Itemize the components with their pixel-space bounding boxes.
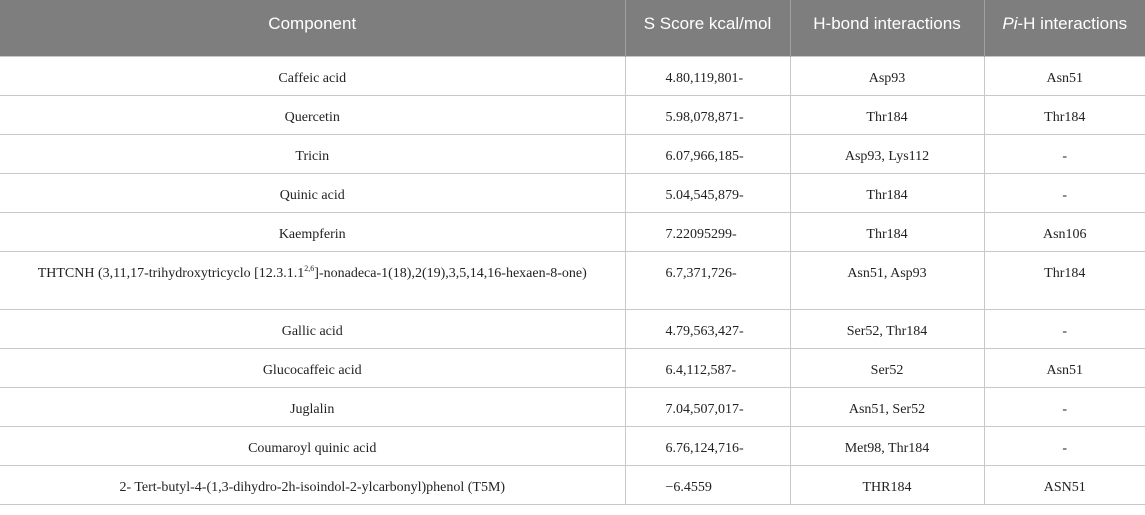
cell-component-post: ]-nonadeca-1(18),2(19),3,5,14,16-hexaen-8-one): [314, 265, 587, 281]
cell-hbond: Asn51, Ser52: [790, 387, 984, 426]
table-row: [0, 134, 1145, 173]
cell-pih: -: [984, 173, 1145, 212]
cell-hbond: Asn51, Asp93: [790, 251, 984, 309]
cell-component: Glucocaffeic acid: [0, 348, 625, 387]
cell-score: 5.04,545,879-: [625, 173, 790, 212]
cell-hbond: Ser52, Thr184: [790, 309, 984, 348]
header-hbond: H-bond interactions: [790, 0, 984, 56]
cell-component: [0, 251, 625, 309]
cell-hbond: Met98, Thr184: [790, 426, 984, 465]
cell-pih: Asn51: [984, 56, 1145, 95]
cell-pih: Asn106: [984, 212, 1145, 251]
cell-score: −6.4559: [625, 465, 790, 504]
table-row: [0, 251, 1145, 309]
cell-pih: ASN51: [984, 465, 1145, 504]
cell-score: 6.7,371,726-: [625, 251, 790, 309]
table-row: [0, 387, 1145, 426]
cell-component: Kaempferin: [0, 212, 625, 251]
cell-component: Quercetin: [0, 95, 625, 134]
cell-component: Gallic acid: [0, 309, 625, 348]
cell-hbond: Asp93, Lys112: [790, 134, 984, 173]
cell-score: 4.79,563,427-: [625, 309, 790, 348]
cell-hbond: Ser52: [790, 348, 984, 387]
cell-score: 5.98,078,871-: [625, 95, 790, 134]
cell-score: 7.04,507,017-: [625, 387, 790, 426]
cell-component-superscript: 2,6: [304, 263, 315, 273]
cell-pih: Asn51: [984, 348, 1145, 387]
cell-pih: Thr184: [984, 95, 1145, 134]
cell-score: 6.07,966,185-: [625, 134, 790, 173]
cell-hbond: THR184: [790, 465, 984, 504]
cell-component: 2- Tert-butyl-4-(1,3-dihydro-2h-isoindol-2-ylcarbonyl)phenol (T5M): [0, 465, 625, 504]
table-row: [0, 173, 1145, 212]
cell-component: Quinic acid: [0, 173, 625, 212]
table-row: [0, 348, 1145, 387]
cell-score: 7.22095299-: [625, 212, 790, 251]
cell-component-pre: THTCNH (3,11,17-trihydroxytricyclo [12.3.1.1: [37, 265, 305, 281]
cell-component: Coumaroyl quinic acid: [0, 426, 625, 465]
cell-pih: -: [984, 387, 1145, 426]
header-pih-rest: -H interactions: [1017, 14, 1128, 33]
cell-hbond: Thr184: [790, 173, 984, 212]
cell-component: Tricin: [0, 134, 625, 173]
table-row: [0, 56, 1145, 95]
cell-hbond: Thr184: [790, 212, 984, 251]
cell-hbond: Thr184: [790, 95, 984, 134]
cell-component: Juglalin: [0, 387, 625, 426]
table-row: [0, 95, 1145, 134]
table-row: [0, 309, 1145, 348]
cell-component: Caffeic acid: [0, 56, 625, 95]
cell-score: 4.80,119,801-: [625, 56, 790, 95]
header-component: Component: [0, 0, 625, 56]
table-row: [0, 465, 1145, 504]
header-pih: [984, 0, 1145, 56]
header-pih-italic: Pi: [1002, 14, 1018, 33]
cell-score: 6.76,124,716-: [625, 426, 790, 465]
header-score: S Score kcal/mol: [625, 0, 790, 56]
cell-pih: -: [984, 309, 1145, 348]
cell-pih: -: [984, 426, 1145, 465]
cell-hbond: Asp93: [790, 56, 984, 95]
table-row: [0, 426, 1145, 465]
cell-pih: -: [984, 134, 1145, 173]
cell-score: 6.4,112,587-: [625, 348, 790, 387]
header-row: [0, 0, 1145, 56]
cell-pih: Thr184: [984, 251, 1145, 309]
table-row: [0, 212, 1145, 251]
